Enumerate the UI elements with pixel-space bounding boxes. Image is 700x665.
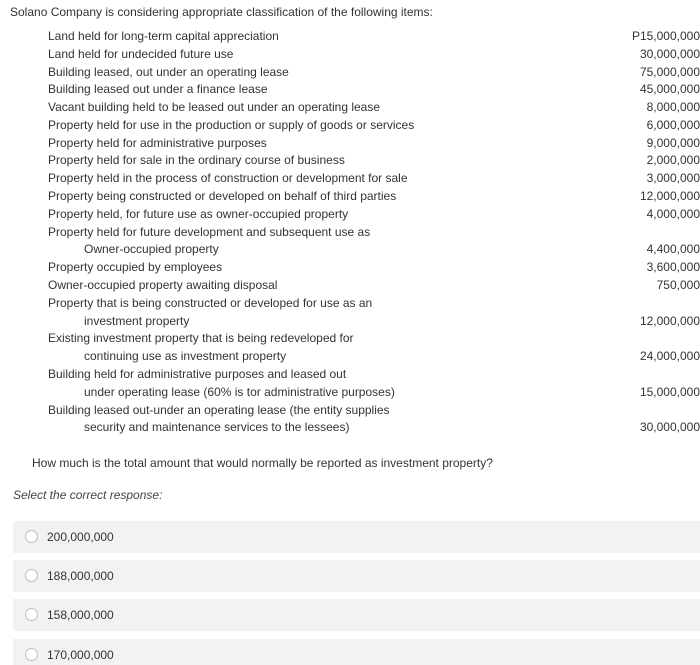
item-amount: 12,000,000 xyxy=(639,189,700,203)
item-label: Property held in the process of construction or development for sale xyxy=(48,171,408,185)
radio-circle-icon[interactable] xyxy=(25,569,38,582)
item-amount: 3,000,000 xyxy=(646,171,700,185)
item-label: Land held for undecided future use xyxy=(48,47,234,61)
item-label: Property held for administrative purposes xyxy=(48,136,267,150)
item-amount: 4,400,000 xyxy=(646,242,700,256)
item-amount: 45,000,000 xyxy=(639,82,700,96)
item-amount: 6,000,000 xyxy=(646,118,700,132)
item-amount: 12,000,000 xyxy=(639,314,700,328)
radio-circle-icon[interactable] xyxy=(25,530,38,543)
item-label: Building leased, out under an operating lease xyxy=(48,65,289,79)
answer-option[interactable] xyxy=(13,560,700,592)
item-amount: 3,600,000 xyxy=(646,260,700,274)
answer-option-label: 200,000,000 xyxy=(47,530,114,544)
item-amount: 2,000,000 xyxy=(646,153,700,167)
item-label: Vacant building held to be leased out under an operating lease xyxy=(48,100,381,114)
item-label: Owner-occupied property awaiting disposal xyxy=(48,278,278,292)
radio-circle-icon[interactable] xyxy=(25,608,38,621)
answer-option-label: 158,000,000 xyxy=(47,608,114,622)
item-amount: 30,000,000 xyxy=(639,47,700,61)
item-label: Property held, for future use as owner-occupied property xyxy=(48,207,349,221)
response-prompt: Select the correct response: xyxy=(13,488,163,502)
item-amount: P15,000,000 xyxy=(631,29,700,43)
answer-option[interactable] xyxy=(13,521,700,553)
item-label: Building leased out-under an operating lease (the entity supplies xyxy=(48,403,390,417)
item-amount: 24,000,000 xyxy=(639,349,700,363)
item-amount: 8,000,000 xyxy=(646,100,700,114)
answer-option-label: 170,000,000 xyxy=(47,648,114,662)
item-label: security and maintenance services to the lessees) xyxy=(84,420,350,434)
item-label: Property held for future development and subsequent use as xyxy=(48,225,371,239)
item-label: Land held for long-term capital appreciation xyxy=(48,29,279,43)
item-label: Building held for administrative purposes and leased out xyxy=(48,367,347,381)
item-amount: 750,000 xyxy=(656,278,700,292)
item-amount: 9,000,000 xyxy=(646,136,700,150)
item-amount: 30,000,000 xyxy=(639,420,700,434)
item-label: Property being constructed or developed on behalf of third parties xyxy=(48,189,397,203)
item-label: investment property xyxy=(84,314,190,328)
radio-circle-icon[interactable] xyxy=(25,648,38,661)
question-text: How much is the total amount that would normally be reported as investment property? xyxy=(32,456,493,470)
item-label: Property held for use in the production or supply of goods or services xyxy=(48,118,415,132)
item-label: Existing investment property that is being redeveloped for xyxy=(48,331,354,345)
item-label: Property held for sale in the ordinary course of business xyxy=(48,153,345,167)
answer-option[interactable] xyxy=(13,639,700,665)
answer-option-label: 188,000,000 xyxy=(47,569,114,583)
item-label: Property occupied by employees xyxy=(48,260,223,274)
item-label: Owner-occupied property xyxy=(84,242,219,256)
item-label: Building leased out under a finance lease xyxy=(48,82,268,96)
intro-text: Solano Company is considering appropriate classification of the following items: xyxy=(10,5,433,19)
item-amount: 15,000,000 xyxy=(639,385,700,399)
item-label: under operating lease (60% is tor administrative purposes) xyxy=(84,385,395,399)
item-label: continuing use as investment property xyxy=(84,349,287,363)
item-amount: 4,000,000 xyxy=(646,207,700,221)
item-amount: 75,000,000 xyxy=(639,65,700,79)
answer-option[interactable] xyxy=(13,599,700,631)
item-label: Property that is being constructed or developed for use as an xyxy=(48,296,373,310)
